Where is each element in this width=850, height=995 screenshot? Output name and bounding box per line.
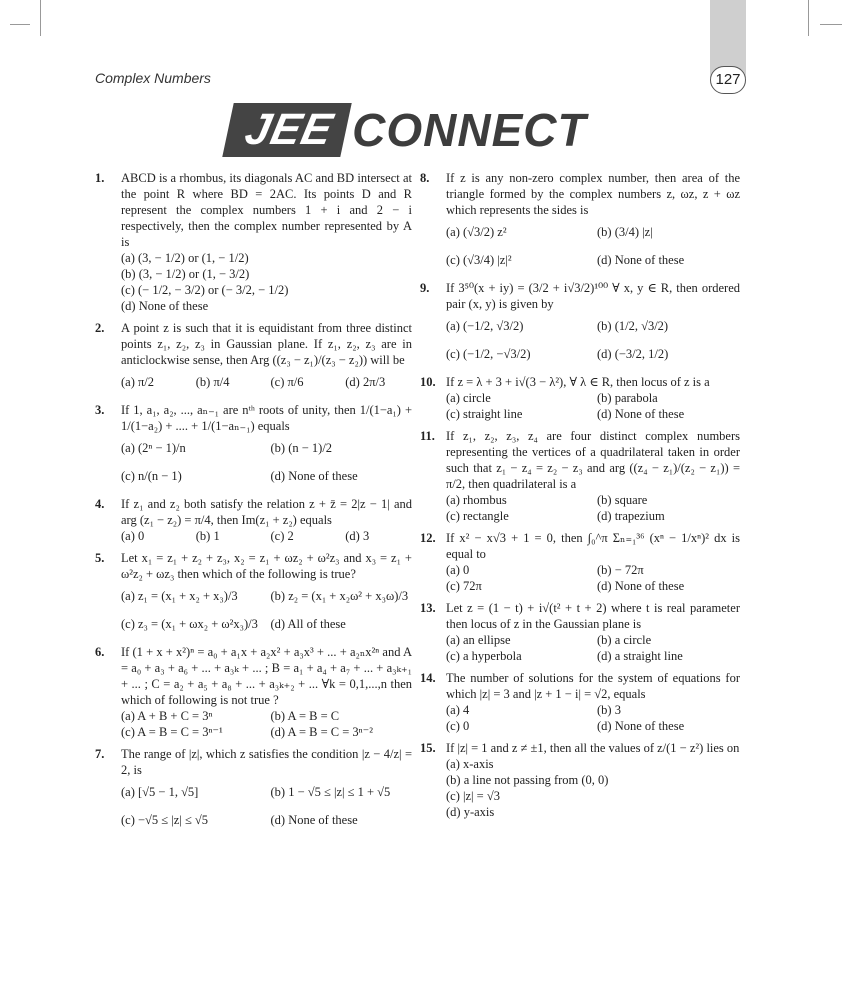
page-number: 127 (710, 66, 746, 94)
option-d: (d) 3 (345, 529, 370, 543)
question (420, 374, 740, 422)
option-d: (d) None of these (270, 813, 358, 827)
question-number: 6. (95, 645, 105, 659)
question (420, 530, 740, 594)
option-d: (d) All of these (270, 617, 346, 631)
option-c: (c) π/6 (270, 375, 304, 389)
option-d: (d) None of these (597, 253, 685, 267)
option-b: (b) a line not passing from (0, 0) (446, 773, 609, 787)
option-a: (a) circle (446, 391, 491, 405)
question-number: 13. (420, 601, 436, 615)
option-c: (c) straight line (446, 407, 523, 421)
options-list (446, 492, 740, 524)
question-stem: The number of solutions for the system of equations for which |z| = 3 and |z + 1 − i| = √2, equals (446, 671, 740, 701)
option-b: (b) (3, − 1/2) or (1, − 3/2) (121, 267, 250, 281)
option-d: (d) None of these (597, 407, 685, 421)
option-d: (d) 2π/3 (345, 375, 386, 389)
question-stem: If 1, a₁, a₂, ..., aₙ₋₁ are nᵗʰ roots of unity, then 1/(1−a₁) + 1/(1−a₂) + .... + 1/(1−aₙ₋₁) equals (121, 403, 412, 433)
options-list (121, 582, 412, 638)
options-list (446, 632, 740, 664)
question-stem: ABCD is a rhombus, its diagonals AC and BD intersect at the point R where BD = 2AC. Its points D and R represent the complex numbers 1 + i and 2 − i respectively, then the complex number represented by A is (121, 171, 412, 249)
question-number: 9. (420, 281, 430, 295)
option-c: (c) rectangle (446, 509, 509, 523)
option-a: (a) an ellipse (446, 633, 511, 647)
question-number: 14. (420, 671, 436, 685)
option-d: (d) trapezium (597, 509, 665, 523)
question-number: 11. (420, 429, 435, 443)
option-a: (a) 4 (446, 703, 470, 717)
question (95, 550, 412, 638)
question-stem: Let x₁ = z₁ + z₂ + z₃, x₂ = z₁ + ωz₂ + ω²z₃ and x₃ = z₁ + ω²z₂ + ωz₃ then which of the following is true? (121, 551, 412, 581)
option-c: (c) |z| = √3 (446, 789, 500, 803)
question (420, 428, 740, 524)
option-a: (a) (−1/2, √3/2) (446, 319, 524, 333)
question-stem: The range of |z|, which z satisfies the condition |z − 4/z| = 2, is (121, 747, 412, 777)
option-b: (b) a circle (597, 633, 652, 647)
option-a: (a) π/2 (121, 375, 155, 389)
question-number: 1. (95, 171, 105, 185)
question-stem: Let z = (1 − t) + i√(t² + t + 2) where t is real parameter then locus of z in the Gaussian plane is (446, 601, 740, 631)
option-b: (b) (1/2, √3/2) (597, 319, 669, 333)
option-b: (b) square (597, 493, 648, 507)
option-d: (d) None of these (597, 579, 685, 593)
question-number: 10. (420, 375, 436, 389)
option-a: (a) (√3/2) z² (446, 225, 507, 239)
options-list (121, 778, 412, 834)
question-stem: If x² − x√3 + 1 = 0, then ∫₀^π Σₙ₌₁³⁶ (xⁿ − 1/xⁿ)² dx is equal to (446, 531, 740, 561)
option-c: (c) (− 1/2, − 3/2) or (− 3/2, − 1/2) (121, 283, 289, 297)
question (95, 644, 412, 740)
question-number: 8. (420, 171, 430, 185)
question-number: 2. (95, 321, 105, 335)
question-stem: If z is any non-zero complex number, then area of the triangle formed by the complex numbers z, ωz, z + ωz which represents the sides is (446, 171, 740, 217)
question (420, 280, 740, 368)
logo-jee: JEE (222, 103, 352, 157)
option-b: (b) 3 (597, 703, 621, 717)
option-c: (c) z₃ = (x₁ + ωx₂ + ω²x₃)/3 (121, 617, 258, 631)
question-stem: If |z| = 1 and z ≠ ±1, then all the values of z/(1 − z²) lies on (446, 741, 740, 755)
questions-right-column (420, 170, 740, 826)
question (420, 740, 740, 820)
option-b: (b) (n − 1)/2 (270, 441, 333, 455)
option-c: (c) (−1/2, −√3/2) (446, 347, 531, 361)
question (95, 746, 412, 834)
question (420, 670, 740, 734)
option-a: (a) (2ⁿ − 1)/n (121, 441, 186, 455)
crop-mark (820, 24, 842, 25)
option-b: (b) parabola (597, 391, 658, 405)
crop-mark (40, 0, 41, 36)
question-number: 7. (95, 747, 105, 761)
question (95, 170, 412, 314)
question-stem: If z₁, z₂, z₃, z₄ are four distinct complex numbers representing the vertices of a quadrilateral taken in order such that z₁ − z₄ = z₂ − z₃ and arg ((z₄ − z₁)/(z₂ − z₁)) = π/2, then quadrilateral is a (446, 429, 740, 491)
option-a: (a) 0 (121, 529, 145, 543)
question (95, 496, 412, 544)
options-list (446, 702, 740, 734)
question-number: 5. (95, 551, 105, 565)
section-title: Complex Numbers (95, 70, 211, 86)
question (95, 402, 412, 490)
option-a: (a) A + B + C = 3ⁿ (121, 709, 213, 723)
option-a: (a) (3, − 1/2) or (1, − 1/2) (121, 251, 249, 265)
option-a: (a) [√5 − 1, √5] (121, 785, 199, 799)
options-list (446, 390, 740, 422)
question-stem: If 3⁵⁰(x + iy) = (3/2 + i√3/2)¹⁰⁰ ∀ x, y ∈ R, then ordered pair (x, y) is given by (446, 281, 740, 311)
option-c: (c) n/(n − 1) (121, 469, 182, 483)
question (420, 600, 740, 664)
option-a: (a) 0 (446, 563, 470, 577)
question-stem: If z₁ and z₂ both satisfy the relation z + z̄ = 2|z − 1| and arg (z₁ − z₂) = π/4, then Im(z₁ + z₂) equals (121, 497, 412, 527)
options-list (121, 434, 412, 490)
option-d: (d) None of these (597, 719, 685, 733)
option-d: (d) None of these (270, 469, 358, 483)
question-number: 15. (420, 741, 436, 755)
crop-mark (808, 0, 809, 36)
options-list (446, 562, 740, 594)
logo-connect: CONNECT (352, 104, 587, 156)
option-a: (a) z₁ = (x₁ + x₂ + x₃)/3 (121, 589, 238, 603)
question-number: 3. (95, 403, 105, 417)
option-c: (c) A = B = C = 3ⁿ⁻¹ (121, 725, 223, 739)
option-c: (c) 72π (446, 579, 482, 593)
options-list (446, 312, 740, 368)
question-number: 4. (95, 497, 105, 511)
option-d: (d) (−3/2, 1/2) (597, 347, 669, 361)
question-stem: If z = λ + 3 + i√(3 − λ²), ∀ λ ∈ R, then locus of z is a (446, 375, 710, 389)
option-c: (c) (√3/4) |z|² (446, 253, 512, 267)
option-c: (c) −√5 ≤ |z| ≤ √5 (121, 813, 209, 827)
option-c: (c) 2 (270, 529, 294, 543)
option-b: (b) (3/4) |z| (597, 225, 653, 239)
option-a: (a) x-axis (446, 757, 494, 771)
option-b: (b) 1 (195, 529, 220, 543)
question-stem: If (1 + x + x²)ⁿ = a₀ + a₁x + a₂x² + a₃x³ + ... + a₂ₙx²ⁿ and A = a₀ + a₃ + a₆ + ... + a₃ₖ + ... ; B = a₁ + a₄ + a₇ + ... + a₃ₖ₊₁ + ... ; C = a₂ + a₅ + a₈ + ... + a₃ₖ₊₂ + ... ∀k = 0,1,...,n then which of following is not true ? (121, 645, 412, 707)
option-a: (a) rhombus (446, 493, 507, 507)
crop-mark (10, 24, 30, 25)
questions-left-column (95, 170, 412, 840)
option-d: (d) None of these (121, 299, 209, 313)
question-number: 12. (420, 531, 436, 545)
question (95, 320, 412, 396)
options-list (121, 368, 412, 396)
option-c: (c) a hyperbola (446, 649, 522, 663)
option-d: (d) y-axis (446, 805, 495, 819)
jee-connect-logo (228, 102, 587, 158)
option-d: (d) a straight line (597, 649, 683, 663)
question (420, 170, 740, 274)
options-list (446, 218, 740, 274)
option-b: (b) − 72π (597, 563, 644, 577)
options-list (121, 708, 412, 740)
options-list (121, 528, 412, 544)
options-list (446, 756, 740, 820)
option-b: (b) A = B = C (270, 709, 340, 723)
question-stem: A point z is such that it is equidistant from three distinct points z₁, z₂, z₃ in Gaussian plane. If z₁, z₂, z₃ are in anticlockwise sense, then Arg ((z₃ − z₁)/(z₃ − z₂)) will be (121, 321, 412, 367)
option-b: (b) z₂ = (x₁ + x₂ω² + x₃ω)/3 (270, 589, 409, 603)
option-b: (b) 1 − √5 ≤ |z| ≤ 1 + √5 (270, 785, 391, 799)
options-list (121, 250, 412, 314)
option-d: (d) A = B = C = 3ⁿ⁻² (270, 725, 373, 739)
option-b: (b) π/4 (195, 375, 230, 389)
option-c: (c) 0 (446, 719, 470, 733)
